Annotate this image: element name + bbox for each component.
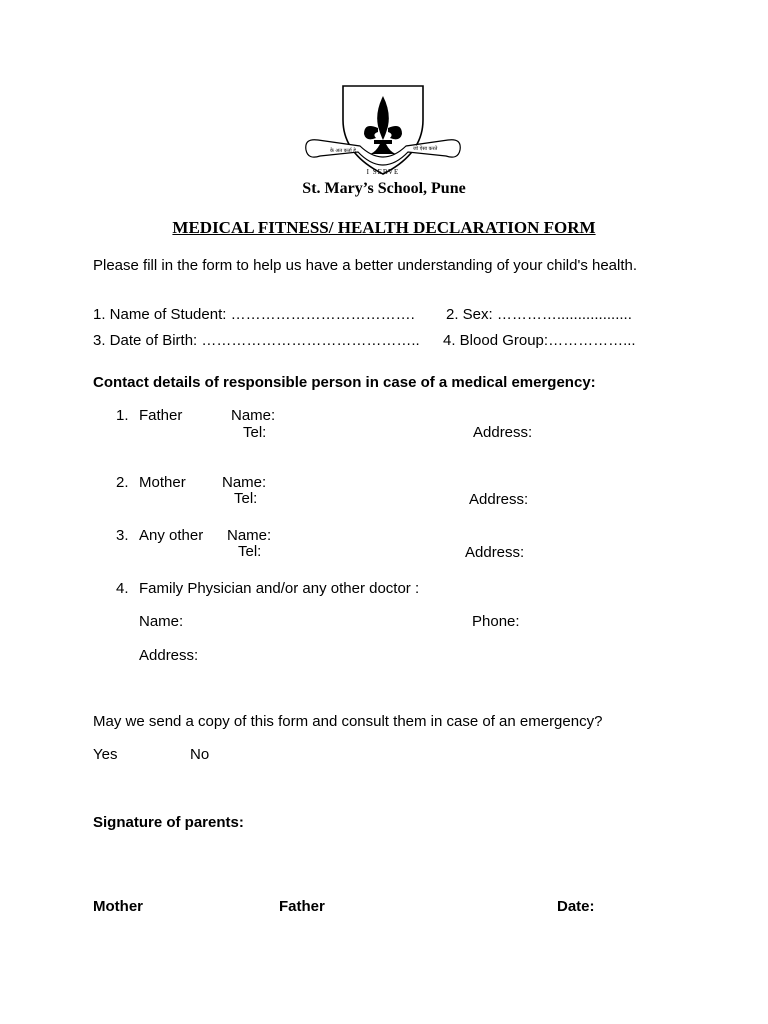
crest-motto: I SERVE bbox=[366, 168, 400, 176]
contact-number: 2. bbox=[116, 474, 129, 491]
consent-no-option[interactable]: No bbox=[190, 746, 210, 763]
school-name: St. Mary’s School, Pune bbox=[302, 180, 466, 197]
other-tel-field[interactable]: Tel: bbox=[238, 543, 262, 560]
intro-text: Please fill in the form to help us have a better understanding of your child's health. bbox=[93, 257, 638, 274]
contact-number: 1. bbox=[116, 407, 129, 424]
crest-right-banner: जो ऐसा करते bbox=[413, 146, 438, 152]
contacts-heading: Contact details of responsible person in case of a medical emergency: bbox=[93, 374, 596, 391]
contact-label-any-other: Any other bbox=[139, 527, 204, 544]
other-name-field[interactable]: Name: bbox=[227, 527, 272, 544]
physician-label: Family Physician and/or any other doctor : bbox=[139, 580, 420, 597]
student-name-field[interactable]: 1. Name of Student: ………………………………. bbox=[93, 306, 415, 323]
contact-number: 4. bbox=[116, 580, 129, 597]
sex-field[interactable]: 2. Sex: ………….................. bbox=[446, 306, 632, 323]
physician-name-field[interactable]: Name: bbox=[139, 613, 184, 630]
date-of-birth-field[interactable]: 3. Date of Birth: …………………………………….. bbox=[93, 332, 420, 349]
crest-left-banner: के अत कर्ता हे bbox=[330, 148, 356, 154]
consent-yes-option[interactable]: Yes bbox=[93, 746, 118, 763]
consent-question: May we send a copy of this form and consult them in case of an emergency? bbox=[93, 713, 603, 730]
blood-group-field[interactable]: 4. Blood Group:……………... bbox=[443, 332, 636, 349]
contact-number: 3. bbox=[116, 527, 129, 544]
father-tel-field[interactable]: Tel: bbox=[243, 424, 267, 441]
father-name-field[interactable]: Name: bbox=[231, 407, 276, 424]
father-signature-label[interactable]: Father bbox=[279, 898, 325, 915]
physician-phone-field[interactable]: Phone: bbox=[472, 613, 520, 630]
physician-address-field[interactable]: Address: bbox=[139, 647, 199, 664]
date-field[interactable]: Date: bbox=[557, 898, 595, 915]
signature-heading: Signature of parents: bbox=[93, 814, 244, 831]
mother-name-field[interactable]: Name: bbox=[222, 474, 267, 491]
mother-signature-label[interactable]: Mother bbox=[93, 898, 143, 915]
form-title: MEDICAL FITNESS/ HEALTH DECLARATION FORM bbox=[172, 218, 596, 237]
mother-tel-field[interactable]: Tel: bbox=[234, 490, 258, 507]
other-address-field[interactable]: Address: bbox=[465, 544, 525, 561]
school-crest-logo bbox=[300, 82, 466, 182]
contact-label-mother: Mother bbox=[139, 474, 186, 491]
contact-label-father: Father bbox=[139, 407, 183, 424]
mother-address-field[interactable]: Address: bbox=[469, 491, 529, 508]
father-address-field[interactable]: Address: bbox=[473, 424, 533, 441]
